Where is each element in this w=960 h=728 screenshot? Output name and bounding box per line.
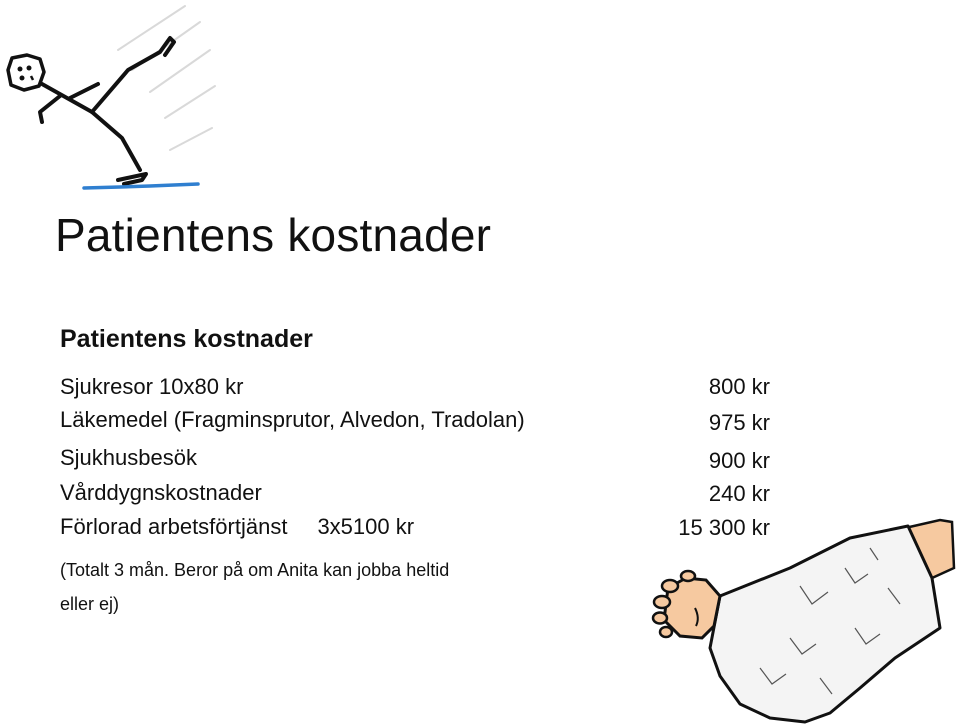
leg-cast-illustration — [640, 508, 960, 728]
cost-amount-medication: 975 kr — [708, 410, 770, 435]
note-line-2: eller ej) — [60, 594, 120, 614]
cost-label-lost-income — [60, 514, 414, 540]
cost-amount-travel: 800 kr — [708, 374, 770, 399]
section-heading: Patientens kostnader — [60, 325, 313, 353]
lost-income-text: Förlorad arbetsförtjänst — [60, 514, 288, 539]
head-shape — [8, 55, 44, 90]
lost-income-calc: 3x5100 kr — [317, 514, 415, 539]
cost-label-hospital-visit: Sjukhusbesök — [60, 445, 197, 470]
stick-figure-illustration — [0, 0, 230, 200]
cost-label-care-days: Vårddygnskostnader — [60, 480, 262, 505]
ice-line — [84, 184, 198, 188]
cost-amount-hospital-visit: 900 kr — [708, 448, 770, 473]
cost-label-travel: Sjukresor 10x80 kr — [60, 374, 244, 399]
cost-amount-lost-income: 15 300 kr — [678, 515, 770, 540]
note-line-1: (Totalt 3 mån. Beror på om Anita kan jobba heltid — [60, 560, 450, 580]
cast-body — [710, 526, 940, 722]
page-title: Patientens kostnader — [55, 209, 492, 261]
cost-label-medication: Läkemedel (Fragminsprutor, Alvedon, Tradolan) — [60, 407, 525, 432]
cost-amount-care-days: 240 kr — [708, 481, 770, 506]
